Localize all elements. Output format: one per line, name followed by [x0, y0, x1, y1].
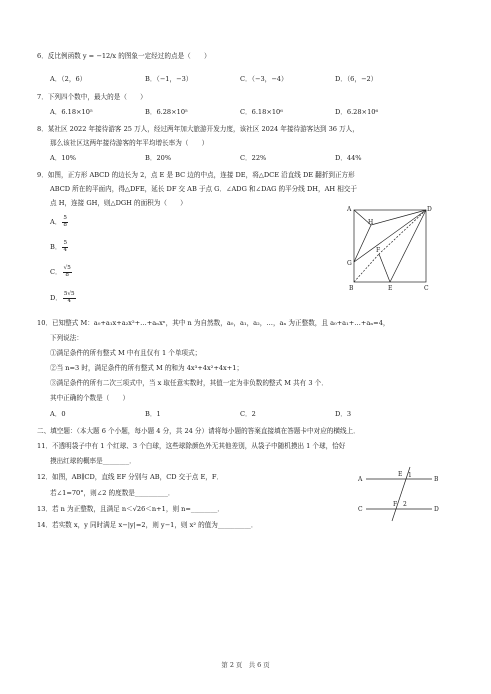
q8-option-d: D．44%	[335, 154, 362, 162]
q7-option-b: B．6.28×10⁵	[145, 108, 188, 116]
q6-options	[50, 75, 377, 83]
label-b: B	[434, 476, 439, 483]
label-e: E	[398, 471, 403, 478]
label-d: D	[434, 506, 439, 513]
label-f: F	[393, 501, 398, 508]
q10-stem-line3: 其中正确的个数是（ ）	[50, 394, 130, 402]
q6-option-c: C．（−3，−4）	[240, 75, 288, 83]
q9-square-figure	[344, 203, 434, 293]
q7-option-a: A．6.18×10⁵	[50, 108, 93, 116]
q9-option-d: D． $\frac{5√5}{4}$	[50, 291, 75, 304]
page-footer: 第 2 页 共 6 页	[221, 661, 270, 669]
q10-option-c: C．2	[240, 410, 256, 418]
q9-option-b: B． $\frac{5}{4}$	[50, 240, 68, 253]
section-2-heading: 二、填空题：（本大题 6 个小题，每小题 4 分，共 24 分）请将每小题的答案直接填在答题卡中对应的横线上．	[37, 427, 360, 435]
label-g: G	[347, 260, 352, 267]
segment-dg	[354, 210, 426, 262]
label-f: F	[376, 247, 381, 254]
q8-stem-line2: 那么该社区这两年接待游客的年平均增长率为（ ）	[50, 139, 209, 147]
q6-option-a: A．（2，6）	[50, 75, 87, 83]
segment-de	[390, 210, 426, 282]
q9-stem-line2: ABCD 所在的平面内，得△DFE，延长 DF 交 AB 于点 G．∠ADG 和∠DAG 的平分线 DH，AH 相交于	[50, 185, 357, 193]
q10-stem-line1: 10．已知整式 M：a₀+a₁x+a₂x²+…+aₙxⁿ，其中 n 为自然数，a₀，a₁，a₂，…，aₙ 为正整数，且 a₀+a₁+…+aₙ=4，	[37, 319, 390, 327]
square-abcd	[354, 210, 426, 282]
q9-option-a: A． $\frac{5}{8}$	[50, 215, 67, 228]
q10-statement-2: ②当 n=3 时，满足条件的所有整式 M 的和为 4x³+4x²+4x+1；	[50, 364, 244, 372]
label-h: H	[368, 219, 374, 226]
q10-option-d: D．3	[335, 410, 352, 418]
q7-option-c: C．6.18×10⁶	[240, 108, 283, 116]
segment-ef	[379, 254, 390, 282]
q9-stem-line1: 9．如图，正方形 ABCD 的边长为 2，点 E 是 BC 边的中点，连接 DE，将△DCE 沿直线 DE 翻折到正方形	[37, 171, 355, 179]
q10-option-a: A．0	[50, 410, 66, 418]
label-d: D	[427, 206, 432, 213]
q8-options	[50, 154, 362, 162]
q9-option-c: C． $\frac{√5}{8}$	[50, 265, 71, 278]
segment-bf	[354, 254, 379, 282]
q14-stem: 14．若实数 x，y 同时满足 x−|y|=2，则 y−1，则 x² 的值为__________．	[37, 521, 258, 529]
q8-stem-line1: 8．某社区 2022 年接待游客 25 万人，经过两年加大旅游开发力度，该社区 2024 年接待游客达到 36 万人，	[37, 125, 359, 133]
q6-option-b: B．（−1，−3）	[145, 75, 193, 83]
q12-parallel-lines-figure	[352, 465, 452, 523]
q9-stem-line3: 点 H，连接 GH，则△DGH 的面积为（ ）	[50, 199, 187, 207]
q11-stem-line1: 11．不透明袋子中有 1 个红球、3 个白球，这些球除颜色外无其他差别，从袋子中随机摸出 1 个球，恰好	[37, 442, 346, 450]
segment-gh	[354, 225, 371, 262]
angle-2-label: 2	[403, 501, 407, 508]
q7-option-d: D．6.28×10⁶	[335, 108, 379, 116]
q12-stem-line1: 12．如图，AB∥CD，直线 EF 分别与 AB，CD 交于点 E，F．	[37, 473, 224, 481]
angle-1-label: 1	[408, 472, 412, 479]
q13-stem: 13．若 n 为正整数，且满足 n＜√26＜n+1，则 n=________．	[37, 505, 224, 513]
q10-option-b: B．1	[145, 410, 161, 418]
label-c: C	[424, 285, 429, 292]
q6-stem: 6．反比例函数 y = −12/x 的图象一定经过的点是（ ）	[37, 52, 211, 60]
label-a: A	[347, 206, 352, 213]
q10-stem-line2: 下列说法：	[50, 334, 83, 342]
q8-option-b: B．20%	[145, 154, 172, 162]
q7-stem: 7．下列四个数中，最大的是（ ）	[37, 93, 147, 101]
q7-options	[50, 108, 378, 116]
q8-option-c: C．22%	[240, 154, 267, 162]
q8-option-a: A．10%	[50, 154, 77, 162]
q10-statement-1: ①满足条件的所有整式 M 中有且仅有 1 个单项式；	[50, 349, 202, 357]
label-e: E	[388, 285, 393, 292]
q12-stem-line2: 若∠1=70°，则∠2 的度数是__________．	[50, 489, 175, 497]
label-a: A	[358, 476, 363, 483]
label-b: B	[349, 285, 354, 292]
q10-statement-3: ③满足条件的所有二次三项式中，当 x 取任意实数时，其值一定为非负数的整式 M 共有 3 个．	[50, 379, 328, 387]
q6-option-d: D．（6，−2）	[335, 75, 378, 83]
q10-options	[50, 410, 351, 418]
label-c: C	[358, 506, 363, 513]
q11-stem-line2: 摸出红球的概率是________．	[50, 457, 136, 465]
